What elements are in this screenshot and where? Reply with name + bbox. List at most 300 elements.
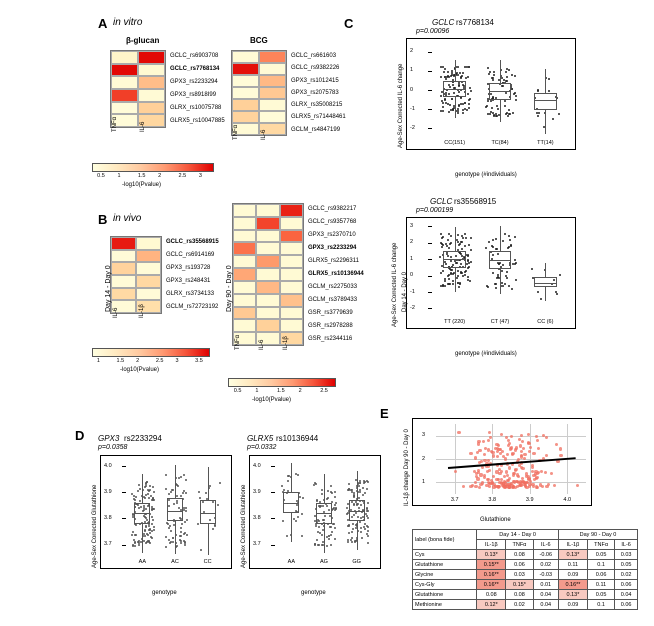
data-point [514,92,516,94]
data-point [536,486,539,489]
heatmap-a1-col-il6: IL-6 [140,121,146,132]
data-point [148,525,150,527]
heatmap-cell [280,230,303,243]
x-axis-tick: CC(151) [444,140,466,146]
data-point [364,523,366,525]
table-cell: 0.03 [615,550,638,560]
panel-d1-snp: rs2233294 [124,434,162,443]
panel-c1-pvalue: p=0.00096 [416,28,450,35]
colorbar-a-label: -log10(Pvalue) [122,182,162,188]
data-point [527,441,530,444]
data-point [181,523,183,525]
data-point [185,479,187,481]
data-point [302,497,304,499]
x-axis-tick: CT (47) [490,319,510,325]
y-tick-mark [271,466,275,467]
data-point [282,520,284,522]
table-cell: 0.1 [587,600,614,610]
data-point [470,249,472,251]
data-point [153,491,155,493]
data-point [486,470,489,473]
table-column-header: TNFα [587,540,614,550]
table-row-label: Cys [413,550,477,560]
heatmap-cell [111,275,136,288]
table-cell: 0.13* [477,550,506,560]
table-corner-label: label (bona fide) [413,530,477,550]
y-axis-tick: 1 [410,67,414,74]
data-point [149,485,151,487]
data-point [172,537,174,539]
y-tick-mark [428,243,432,244]
y-axis-tick: 1 [410,255,414,262]
data-point [478,486,481,489]
heatmap-cell [256,242,279,255]
table-row-label: Glutathione [413,590,477,600]
data-point [495,443,498,446]
data-point [440,233,442,235]
data-point [442,66,444,68]
data-point [451,72,453,74]
data-point [462,485,465,488]
data-point [360,527,362,529]
boxplot-median [349,511,365,512]
data-point [462,237,464,239]
heatmap-b2-ylabel: Day 90 - Day 0 [226,265,233,312]
y-tick-mark [428,52,432,53]
data-point [137,490,139,492]
data-point [544,471,547,474]
heatmap-row-label: GLRX_rs3734133 [166,291,215,298]
data-point [464,233,466,235]
table-cell: 0.05 [587,550,614,560]
data-point [440,272,442,274]
panel-letter-c: C [344,16,354,31]
table-cell: -0.03 [533,570,558,580]
boxplot-whisker [500,100,501,123]
data-point [545,436,548,439]
data-point [138,484,140,486]
data-point [366,525,368,527]
data-point [331,531,333,533]
data-point [540,298,542,300]
table-cell: 0.04 [533,600,558,610]
data-point [180,531,182,533]
data-point [495,287,497,289]
data-point [518,464,521,467]
data-point [512,474,515,477]
y-tick-mark [428,276,432,277]
data-point [467,279,469,281]
data-point [134,534,136,536]
boxplot-whisker [324,524,325,553]
table-cell: 0.05 [587,590,614,600]
data-point [172,541,174,543]
heatmap-cell [256,319,279,332]
data-point [506,453,509,456]
data-point [186,519,188,521]
heatmap-row-label: GCLC_rs6914169 [166,252,215,259]
heatmap-row-label: GLRX5_rs10047885 [170,118,225,125]
data-point [144,529,146,531]
y-axis-tick: 3.7 [104,541,112,548]
y-tick-mark [122,518,126,519]
heatmap-cell [232,99,259,111]
table-cell: 0.08 [506,590,533,600]
data-point [498,481,501,484]
table-column-header: IL-6 [615,540,638,550]
data-point [149,532,151,534]
colorbar-tick: 2 [298,388,302,394]
heatmap-cell [256,268,279,281]
data-point [537,89,539,91]
table-column-header: IL-1β [477,540,506,550]
data-point [441,246,443,248]
table-cell: 0.16** [558,580,587,590]
data-point [521,440,524,443]
boxplot-median [534,283,557,284]
data-point [485,106,487,108]
heatmap-row-label: GCLC_rs661603 [291,52,337,59]
boxplot-whisker [175,521,176,554]
heatmap-row-label: GLRX5_rs10136944 [308,271,364,278]
heatmap-row-label: GCLC_rs7768134 [170,66,220,73]
heatmap-row-label: GCLC_rs9357768 [308,219,357,226]
heatmap-cell [233,230,256,243]
boxplot-box [200,500,216,524]
table-cell: 0.06 [506,560,533,570]
heatmap-row-label: GPX3_rs2233294 [170,79,218,86]
heatmap-cell [280,217,303,230]
data-point [498,472,501,475]
data-point [473,470,476,473]
heatmap-row-label: GLRX5_rs71448461 [291,114,346,121]
panel-letter-e: E [380,406,389,421]
colorbar-tick: 3.5 [195,358,203,364]
heatmap-row-label: GPX3_rs248431 [166,278,211,285]
colorbar-b2 [228,378,336,387]
data-point [480,460,483,463]
data-point [491,245,493,247]
heatmap-cell [280,294,303,307]
table-cell: 0.02 [615,570,638,580]
heatmap-row-label: GCLC_rs35568915 [166,239,219,246]
boxplot-whisker [455,60,456,81]
heatmap-cell [280,204,303,217]
heatmap-cell [259,63,286,75]
data-point [442,270,444,272]
boxplot-median [489,91,512,92]
data-point [458,104,460,106]
x-axis-tick: CC [203,559,212,565]
colorbar-tick: 1 [255,388,259,394]
data-point [326,545,328,547]
boxplot-whisker [142,524,143,553]
data-point [209,485,211,487]
y-axis-tick: 3 [422,432,426,439]
data-point [504,100,506,102]
data-point [470,261,472,263]
boxplot-whisker [208,524,209,555]
heatmap-row-label: GCLM_rs4847199 [291,126,341,133]
boxplot-box [534,93,557,110]
data-point [520,450,523,453]
colorbar-tick: 0.5 [233,388,242,394]
data-point [169,525,171,527]
y-axis-tick: 3 [410,222,414,229]
heatmap-row-label: GLRX5_rs2296311 [308,258,359,265]
table-group-header: Day 14 - Day 0 [477,530,559,540]
data-point [146,541,148,543]
y-tick-mark [428,90,432,91]
y-tick-mark [428,226,432,227]
heatmap-cell [136,237,161,250]
boxplot-median [167,511,183,512]
heatmap-cell [256,204,279,217]
panel-letter-d: D [75,428,85,443]
data-point [523,453,526,456]
colorbar-tick: 2.5 [155,358,164,364]
heatmap-cell [111,250,136,263]
heatmap-b1 [110,236,162,314]
data-point [146,481,148,483]
heatmap-row-label: GPX3_rs2233294 [308,245,357,252]
table-cell: 0.02 [533,560,558,570]
data-point [515,95,517,97]
data-point [516,480,519,483]
panel-c2-ylabel: Age-Sex Corrected IL-6 change [392,242,398,327]
data-point [508,485,511,488]
heatmap-cell [233,255,256,268]
table-cell: 0.02 [506,600,533,610]
heatmap-cell [280,255,303,268]
table-cell: 0.06 [615,600,638,610]
colorbar-b1-label: -log10(Pvalue) [120,367,160,373]
heatmap-cell [232,87,259,99]
boxplot-whisker [291,463,292,492]
heatmap-cell [233,281,256,294]
data-point [536,439,539,442]
data-point [352,528,354,530]
heatmap-cell [232,75,259,87]
data-point [466,66,468,68]
table-cell: 0.08 [477,590,506,600]
heatmap-row-label: GSR_rs2978288 [308,323,353,330]
data-point [470,237,472,239]
data-point [359,482,361,484]
data-point [494,485,497,488]
data-point [509,447,512,450]
data-point [352,523,354,525]
colorbar-tick: 3 [198,173,202,179]
table-cell: 0.05 [615,560,638,570]
y-tick-mark [428,308,432,309]
x-axis-tick: TT(14) [537,140,554,146]
data-point [461,248,463,250]
data-point [330,544,332,546]
data-point [511,74,513,76]
boxplot-whisker [357,471,358,500]
y-tick-mark [271,545,275,546]
data-point [442,106,444,108]
boxplot-whisker [208,467,209,500]
data-point [495,238,497,240]
boxplot-whisker [500,269,501,294]
boxplot-whisker [500,226,501,251]
heatmap-cell [280,268,303,281]
heatmap-b2-col-tnfa: TNFα [235,334,241,350]
data-point [511,486,514,489]
data-point [301,513,303,515]
data-point [442,285,444,287]
data-point [527,433,530,436]
heatmap-cell [138,76,165,89]
data-point [440,95,442,97]
table-cell: 0.08 [506,550,533,560]
data-point [477,442,480,445]
data-point [496,105,498,107]
boxplot-median [489,260,512,261]
heatmap-a2-col-il6: IL-6 [261,129,267,140]
data-point [476,477,479,480]
x-axis-tick: 3.8 [488,497,497,503]
data-point [461,235,463,237]
data-point [334,491,336,493]
data-point [464,271,466,273]
y-axis-tick: 3.7 [253,541,261,548]
data-point [440,242,442,244]
data-point [458,244,460,246]
table-cell: 0.01 [533,580,558,590]
heatmap-cell [111,64,138,77]
heatmap-b1-col-il6: IL-6 [113,307,119,318]
heatmap-row-label: GPX3_rs2370710 [308,232,356,239]
x-axis-tick: AA [287,559,295,565]
x-axis-tick: CC (6) [537,319,554,325]
table-row-label: Glycine [413,570,477,580]
panel-b-subtitle: in vivo [113,213,142,224]
boxplot-whisker [357,521,358,550]
data-point [152,486,154,488]
panel-e-table [412,529,638,610]
table-cell: 0.16** [477,580,506,590]
data-point [520,434,523,437]
heatmap-cell [233,204,256,217]
heatmap-row-label: GPX3_rs1012415 [291,77,339,84]
boxplot-whisker [455,227,456,251]
y-axis-tick: 1 [422,478,426,485]
data-point [483,453,486,456]
panel-e-ylabel: IL-1β change Day 90 - Day 0 [404,429,410,506]
data-point [330,534,332,536]
data-point [217,504,219,506]
data-point [479,473,482,476]
panel-d2-gene: GLRX5 [247,434,274,443]
heatmap-cell [233,217,256,230]
x-axis-tick: TC(84) [491,140,509,146]
data-point [350,489,352,491]
boxplot-median [316,513,332,514]
y-axis-tick: 4.0 [253,462,261,469]
data-point [182,492,184,494]
heatmap-cell [232,111,259,123]
data-point [448,111,450,113]
heatmap-row-label: GCLC_rs6903708 [170,53,219,60]
data-point [496,248,498,250]
data-point [148,490,150,492]
heatmap-cell [256,281,279,294]
data-point [504,105,506,107]
data-point [550,472,553,475]
boxplot-whisker [545,287,546,301]
data-point [508,69,510,71]
heatmap-cell [233,307,256,320]
table-row-label: Glutathione [413,560,477,570]
data-point [469,280,471,282]
data-point [487,67,489,69]
heatmap-cell [111,51,138,64]
data-point [329,526,331,528]
colorbar-tick: 1.5 [277,388,285,394]
data-point [334,496,336,498]
heatmap-cell [280,281,303,294]
data-point [505,71,507,73]
boxplot-median [443,259,466,260]
panel-d2-snp: rs10136944 [276,434,319,443]
data-point [534,470,537,473]
y-axis-tick: -2 [410,124,415,131]
colorbar-tick: 2 [158,173,162,179]
data-point [487,100,489,102]
data-point [134,499,136,501]
panel-d2-ylabel: Age-Sex Corrected Glutathione [241,484,247,568]
data-point [334,538,336,540]
data-point [514,75,516,77]
data-point [469,98,471,100]
data-point [519,444,522,447]
data-point [469,87,471,89]
data-point [467,259,469,261]
table-cell: 0.15** [477,560,506,570]
data-point [510,482,513,485]
data-point [448,283,450,285]
y-axis-tick: -1 [410,288,415,295]
table-row-label: Methionine [413,600,477,610]
y-axis-tick: 0 [410,86,414,93]
data-point [448,278,450,280]
table-cell: 0.11 [558,560,587,570]
heatmap-row-label: GLRX_rs35008215 [291,102,343,109]
table-cell: 0.16** [477,570,506,580]
data-point [315,525,317,527]
colorbar-tick: 1 [96,358,100,364]
heatmap-cell [280,319,303,332]
heatmap-cell [259,87,286,99]
colorbar-tick: 0.5 [97,173,105,179]
colorbar-tick: 1.5 [137,173,146,179]
heatmap-cell [259,51,286,63]
heatmap-row-label: GCLM_rs3789433 [308,297,358,304]
data-point [327,490,329,492]
table-cell: 0.09 [558,570,587,580]
heatmap-cell [136,250,161,263]
heatmap-b1-ylabel: Day 14 - Day 0 [105,265,112,312]
data-point [508,442,511,445]
data-point [359,489,361,491]
data-point [346,513,348,515]
table-cell: 0.12* [477,600,506,610]
table-row [413,600,638,610]
data-point [456,72,458,74]
